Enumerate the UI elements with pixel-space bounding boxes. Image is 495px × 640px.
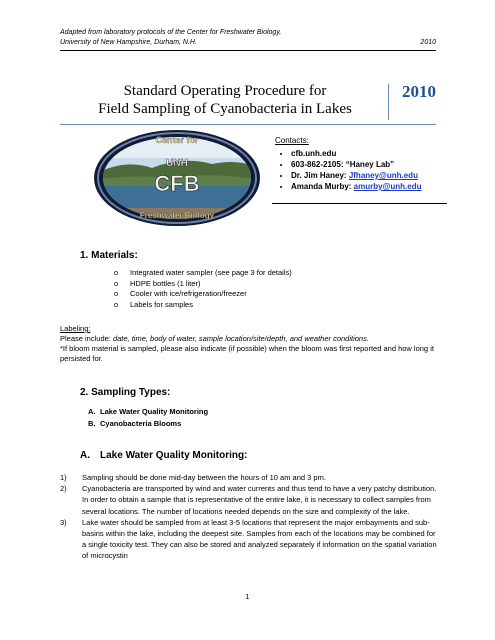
- contacts-list: [275, 148, 445, 192]
- labeling-block: [60, 324, 450, 364]
- contacts-divider: [272, 203, 447, 204]
- running-header: [60, 28, 436, 48]
- page-number: 1: [245, 592, 250, 601]
- logo-top-text: Center for: [155, 135, 199, 145]
- contact-item: • Dr. Jim Haney: Jfhaney@unh.edu: [291, 170, 445, 181]
- cfb-logo: [92, 128, 262, 228]
- murby-email-link[interactable]: amurby@unh.edu: [353, 182, 422, 191]
- materials-item: o HDPE bottles (1 liter): [130, 279, 292, 290]
- materials-item: o Labels for samples: [130, 300, 292, 311]
- header-divider: [60, 50, 436, 51]
- step-item: 2) Cyanobacteria are transported by wind and water currents and thus tend to have a very patchy distribution. In order to obtain a sample that is representative of the entire lake, it is necessary to collect samples from several locations. The number of locations needed depends on the size and complexity of the lake.: [60, 484, 437, 516]
- logo-cfb-text: CFB: [154, 171, 200, 196]
- sampling-type-item: B. Cyanobacteria Blooms: [88, 419, 182, 428]
- step-item: 3) Lake water should be sampled from at least 3-5 locations that represent the major embayments and sub-basins within the lake, including the deepest site. Samples from each of the locations may be combined for a single toxicity test. They can also be stored and analyzed separately if information on the spatial variation of microcystin: [60, 517, 437, 561]
- contacts-label: Contacts:: [275, 136, 309, 145]
- logo-unh-text: UNH: [166, 158, 188, 169]
- contact-item: • Amanda Murby: amurby@unh.edu: [291, 181, 445, 192]
- title-line-2: Field Sampling of Cyanobacteria in Lakes: [98, 101, 352, 117]
- title-block: [60, 82, 436, 120]
- contact-item: • 603-862-2105: “Haney Lab”: [291, 159, 445, 170]
- title-year-divider: [388, 84, 389, 120]
- materials-item: o Cooler with ice/refrigeration/freezer: [130, 289, 292, 300]
- materials-list: [130, 268, 292, 310]
- header-line-2: University of New Hampshire, Durham, N.H.: [60, 39, 197, 46]
- sampling-types-heading: 2. Sampling Types:: [80, 387, 171, 398]
- contacts-box: [275, 135, 445, 192]
- sampling-type-item: A. Lake Water Quality Monitoring: [88, 407, 209, 416]
- materials-heading: 1. Materials:: [80, 250, 138, 261]
- labeling-note: *If bloom material is sampled, please also indicate (if possible) when the bloom was first reported and how long it persisted for.: [60, 344, 434, 363]
- title-divider: [60, 124, 436, 125]
- title-line-1: Standard Operating Procedure for: [123, 83, 327, 99]
- section-a-heading: A. Lake Water Quality Monitoring:: [80, 450, 248, 461]
- title-year: 2010: [402, 82, 436, 101]
- haney-email-link[interactable]: Jfhaney@unh.edu: [348, 171, 418, 180]
- header-line-1: Adapted from laboratory protocols of the Center for Freshwater Biology,: [60, 29, 282, 36]
- labeling-label: Labeling:: [60, 324, 91, 333]
- logo-bottom-text: Freshwater Biology: [139, 211, 215, 220]
- labeling-instructions: Please include: date, time, body of water, sample location/site/depth, and weather conditions.: [60, 334, 369, 343]
- sampling-types-list: [88, 406, 208, 430]
- materials-item: o Integrated water sampler (see page 3 for details): [130, 268, 292, 279]
- section-a-steps: [60, 472, 440, 562]
- header-year: 2010: [420, 39, 436, 46]
- contact-item: • cfb.unh.edu: [291, 148, 445, 159]
- step-item: 1) Sampling should be done mid-day between the hours of 10 am and 3 pm.: [60, 473, 326, 482]
